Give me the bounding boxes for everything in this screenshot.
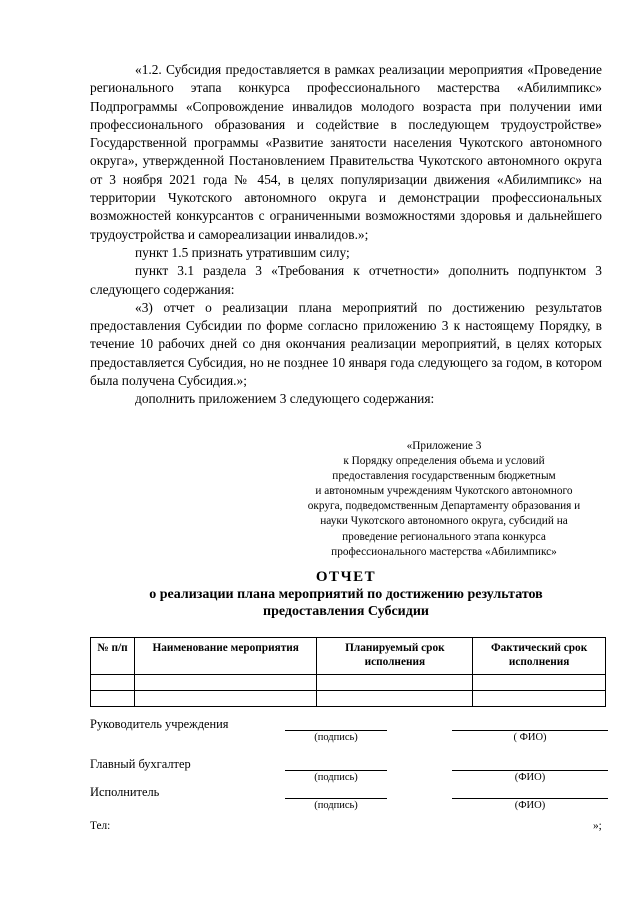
- accountant-signature-caption: (подпись): [314, 772, 358, 783]
- executor-signature-caption: (подпись): [314, 800, 358, 811]
- closing-quote: »;: [593, 820, 602, 832]
- amendment-text: [90, 61, 602, 409]
- appendix-line: и автономным учреждениям Чукотского автономного: [315, 485, 573, 498]
- paragraph-report-requirement: «3) отчет о реализации плана мероприятий по достижению результатов предоставления Субсидии по форме согласно приложению 3 к настоящему Порядку, в течение 10 рабочих дней со дня окончания реализации мероприятий, в целях которых предоставляется Субсидия, но не позднее 10 января года следующего за годом, в котором была получена Субсидия.»;: [90, 299, 602, 389]
- appendix-line: «Приложение 3: [406, 440, 482, 452]
- col-event-name-header: Наименование мероприятия: [134, 638, 317, 675]
- appendix-line: к Порядку определения объема и условий: [343, 455, 545, 468]
- accountant-name-caption: (ФИО): [514, 772, 546, 783]
- table-cell: [91, 675, 135, 691]
- executor-name-caption: (ФИО): [514, 800, 546, 811]
- paragraph-clause-3-1: пункт 3.1 раздела 3 «Требования к отчетности» дополнить подпунктом 3 следующего содержания:: [90, 263, 602, 297]
- head-signature-caption: (подпись): [314, 732, 358, 743]
- col-planned-term-header: Планируемый срок исполнения: [317, 638, 473, 675]
- table-row: [91, 691, 606, 707]
- appendix-header: [282, 439, 606, 560]
- paragraph-subsidy-purpose: «1.2. Субсидия предоставляется в рамках реализации мероприятия «Проведение регионального этапа конкурса профессионального мастерства «Абилимпикс» Подпрограммы «Сопровождение инвалидов молодого возраста при получении ими профессионального образования и содействие в последующем трудоустройстве» Государственной программы «Развитие занятости населения Чукотского автономного округа», утвержденной Постановлением Правительства Чукотского автономного округа от 3 ноября 2021 года № 454, в целях популяризации движения «Абилимпикс» на территории Чукотского автономного округа и демонстрации профессиональных возможностей конкурсантов с ограниченными возможностями здоровья и дальнейшего трудоустройства и самореализации инвалидов.»;: [90, 62, 602, 242]
- table-cell: [317, 675, 473, 691]
- executor-label: Исполнитель: [90, 785, 160, 799]
- appendix-line: округа, подведомственным Департаменту образования и: [307, 500, 581, 513]
- accountant-label: Главный бухгалтер: [90, 757, 191, 771]
- accountant-signature-line: [285, 770, 387, 771]
- table-cell: [473, 675, 606, 691]
- appendix-line: проведение регионального этапа конкурса: [342, 530, 546, 543]
- col-number-header: № п/п: [91, 638, 135, 675]
- table-cell: [134, 691, 317, 707]
- report-table: [90, 637, 606, 707]
- head-signature-line: [285, 730, 387, 731]
- phone-label: Тел:: [90, 820, 111, 832]
- table-row: [91, 675, 606, 691]
- appendix-line: профессионального мастерства «Абилимпикс»: [331, 545, 557, 558]
- table-header-row: [91, 638, 606, 675]
- head-name-caption: ( ФИО): [513, 732, 547, 743]
- executor-name-line: [452, 798, 608, 799]
- paragraph-add-appendix: дополнить приложением 3 следующего содержания:: [135, 391, 435, 407]
- head-label: Руководитель учреждения: [90, 717, 229, 731]
- col-actual-term-header: Фактический срок исполнения: [473, 638, 606, 675]
- head-name-line: [452, 730, 608, 731]
- table-cell: [317, 691, 473, 707]
- accountant-name-line: [452, 770, 608, 771]
- executor-signature-line: [285, 798, 387, 799]
- table-cell: [91, 691, 135, 707]
- paragraph-clause-1-5: пункт 1.5 признать утратившим силу;: [135, 244, 350, 260]
- appendix-line: предоставления государственным бюджетным: [332, 470, 556, 483]
- table-cell: [473, 691, 606, 707]
- report-heading: ОТЧЕТ: [315, 569, 377, 585]
- appendix-line: науки Чукотского автономного округа, субсидий на: [320, 515, 568, 528]
- report-subtitle-line2: предоставления Субсидии: [263, 604, 429, 619]
- report-title: [90, 569, 602, 620]
- report-subtitle-line1: о реализации плана мероприятий по достижению результатов: [149, 587, 543, 602]
- table-cell: [134, 675, 317, 691]
